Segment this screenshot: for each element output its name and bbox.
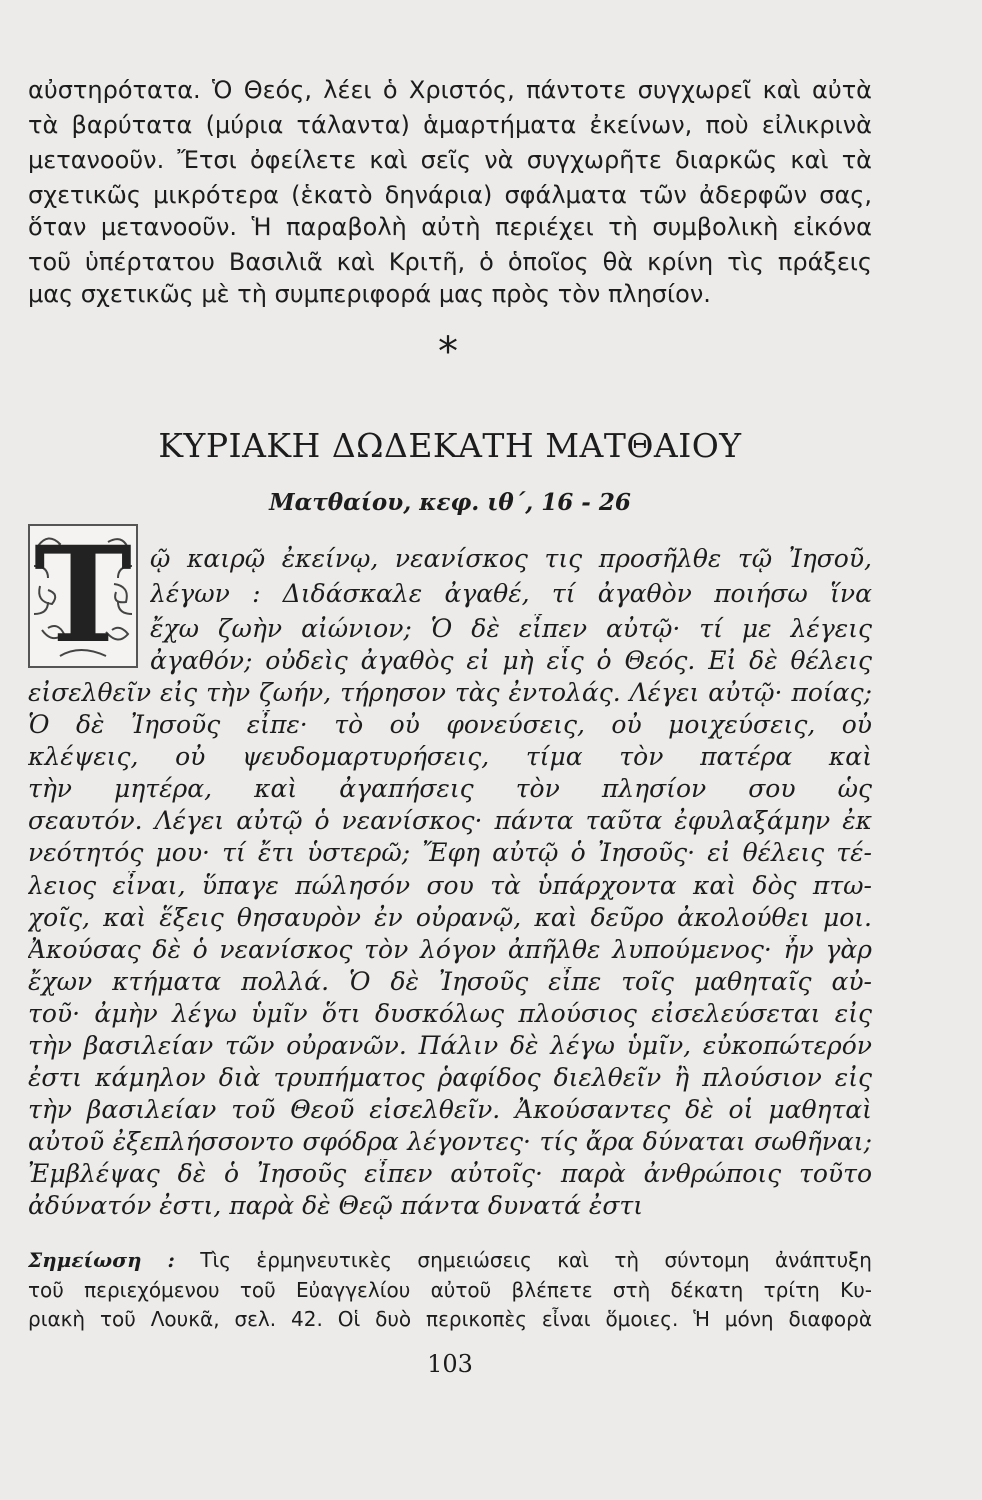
intro-line: τοῦ ὑπέρτατου Βασιλιᾶ καὶ Κριτῆ, ὁ ὁποῖος θὰ κρίνη τὶς πράξεις: [28, 248, 872, 276]
gospel-line: ἀδύνατόν ἐστι, παρὰ δὲ Θεῷ πάντα δυνατά ἐστι: [28, 1191, 644, 1220]
intro-line: αὐστηρότατα. Ὁ Θεός, λέει ὁ Χριστός, πάντοτε συγχωρεῖ καὶ αὐτὰ: [28, 76, 872, 104]
gospel-line: κλέψεις, οὐ ψευδομαρτυρήσεις, τίμα τὸν πατέρα καὶ: [28, 742, 872, 771]
scripture-reference: Ματθαίου, κεφ. ιθ΄, 16 - 26: [269, 489, 631, 516]
drop-cap-letter: Τ: [33, 524, 133, 668]
intro-line: ὅταν μετανοοῦν. Ἡ παραβολὴ αὐτὴ περιέχει τὴ συμβολικὴ εἰκόνα: [28, 213, 872, 241]
footnote-line: τοῦ περιεχόμενου τοῦ Εὐαγγελίου αὐτοῦ βλέπετε στὴ δέκατη τρίτη Κυ-: [28, 1278, 872, 1302]
intro-line: μας σχετικῶς μὲ τὴ συμπεριφορά μας πρὸς τὸν πλησίον.: [28, 280, 711, 308]
intro-line: σχετικῶς μικρότερα (ἑκατὸ δηνάρια) σφάλματα τῶν ἀδερφῶν σας,: [28, 181, 872, 209]
gospel-line: λειος εἶναι, ὕπαγε πώλησόν σου τὰ ὑπάρχοντα καὶ δὸς πτω-: [28, 871, 872, 900]
gospel-line: Ἐμβλέψας δὲ ὁ Ἰησοῦς εἶπεν αὐτοῖς· παρὰ ἀνθρώποις τοῦτο: [28, 1159, 872, 1188]
gospel-line: τὴν βασιλείαν τοῦ Θεοῦ εἰσελθεῖν. Ἀκούσαντες δὲ οἱ μαθηταὶ: [28, 1095, 872, 1124]
intro-line: τὰ βαρύτατα (μύρια τάλαντα) ἁμαρτήματα ἐκείνων, ποὺ εἰλικρινὰ: [28, 111, 872, 139]
page-title: ΚΥΡΙΑΚΗ ΔΩΔΕΚΑΤΗ ΜΑΤΘΑΙΟΥ: [158, 426, 742, 465]
gospel-line: ἀγαθόν; οὐδεὶς ἀγαθὸς εἰ μὴ εἷς ὁ Θεός. Εἰ δὲ θέλεις: [150, 646, 872, 675]
gospel-line: εἰσελθεῖν εἰς τὴν ζωήν, τήρησον τὰς ἐντολάς. Λέγει αὐτῷ· ποίας;: [28, 678, 872, 707]
gospel-line: ῷ καιρῷ ἐκείνῳ, νεανίσκος τις προσῆλθε τῷ Ἰησοῦ,: [150, 544, 872, 573]
gospel-line: χοῖς, καὶ ἕξεις θησαυρὸν ἐν οὐρανῷ, καὶ δεῦρο ἀκολούθει μοι.: [28, 903, 872, 932]
gospel-line: ἔχω ζωὴν αἰώνιον; Ὁ δὲ εἶπεν αὐτῷ· τί με λέγεις: [150, 614, 872, 643]
footnote-line: ριακὴ τοῦ Λουκᾶ, σελ. 42. Οἱ δυὸ περικοπὲς εἶναι ὅμοιες. Ἡ μόνη διαφορὰ: [28, 1307, 872, 1331]
gospel-line: Ἀκούσας δὲ ὁ νεανίσκος τὸν λόγον ἀπῆλθε λυπούμενος· ἦν γὰρ: [28, 935, 872, 964]
footnote-label: Σημείωση :: [28, 1248, 175, 1272]
gospel-line: τὴν μητέρα, καὶ ἀγαπήσεις τὸν πλησίον σου ὡς: [28, 774, 872, 803]
gospel-line: νεότητός μου· τί ἔτι ὑστερῶ; Ἔφη αὐτῷ ὁ Ἰησοῦς· εἰ θέλεις τέ-: [28, 838, 872, 867]
section-separator: *: [438, 329, 458, 375]
footnote-line: [28, 1248, 872, 1272]
gospel-line: ἐστι κάμηλον διὰ τρυπήματος ῥαφίδος διελθεῖν ἢ πλούσιον εἰς: [28, 1063, 872, 1092]
gospel-line: λέγων : Διδάσκαλε ἀγαθέ, τί ἀγαθὸν ποιήσω ἵνα: [150, 579, 872, 608]
intro-line: μετανοοῦν. Ἔτσι ὀφείλετε καὶ σεῖς νὰ συγχωρῆτε διαρκῶς καὶ τὰ: [28, 146, 872, 174]
gospel-line: τὴν βασιλείαν τῶν οὐρανῶν. Πάλιν δὲ λέγω ὑμῖν, εὐκοπώτερόν: [28, 1031, 872, 1060]
gospel-line: αὐτοῦ ἐξεπλήσσοντο σφόδρα λέγοντες· τίς ἄρα δύναται σωθῆναι;: [28, 1127, 872, 1156]
gospel-line: ἔχων κτήματα πολλά. Ὁ δὲ Ἰησοῦς εἶπε τοῖς μαθηταῖς αὐ-: [28, 967, 872, 996]
gospel-line: σεαυτόν. Λέγει αὐτῷ ὁ νεανίσκος· πάντα ταῦτα ἐφυλαξάμην ἐκ: [28, 806, 872, 835]
gospel-line: τοῦ· ἀμὴν λέγω ὑμῖν ὅτι δυσκόλως πλούσιος εἰσελεύσεται εἰς: [28, 999, 872, 1028]
page-number: 103: [427, 1350, 473, 1378]
ornamental-drop-cap: [28, 524, 138, 668]
footnote-text: Τὶς ἑρμηνευτικὲς σημειώσεις καὶ τὴ σύντομη ἀνάπτυξη: [200, 1248, 872, 1272]
gospel-line: Ὁ δὲ Ἰησοῦς εἶπε· τὸ οὐ φονεύσεις, οὐ μοιχεύσεις, οὐ: [28, 710, 872, 739]
